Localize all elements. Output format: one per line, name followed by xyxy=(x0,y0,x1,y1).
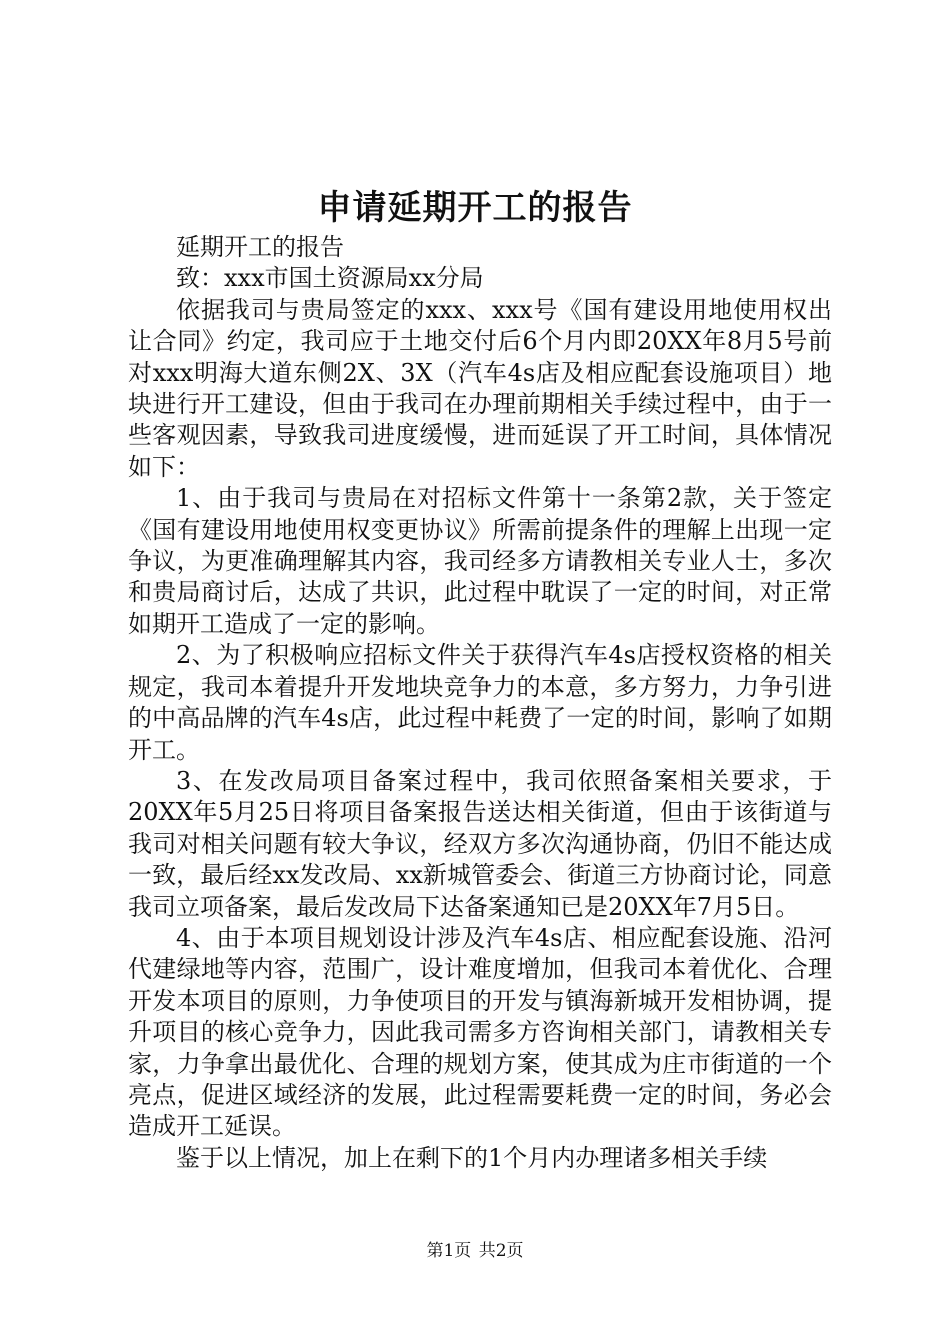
reason-1-paragraph: 1、由于我司与贵局在对招标文件第十一条第2款，关于签定《国有建设用地使用权变更协议》所需前提条件的理解上出现一定争议，为更准确理解其内容，我司经多方请教相关专业人士，多次和贵局商讨后，达成了共识，此过程中耽误了一定的时间，对正常如期开工造成了一定的影响。 xyxy=(128,484,832,638)
reason-3-paragraph: 3、在发改局项目备案过程中，我司依照备案相关要求，于20XX年5月25日将项目备案报告送达相关街道，但由于该街道与我司对相关问题有较大争议，经双方多次沟通协商，仍旧不能达成一致，最后经xx发改局、xx新城管委会、街道三方协商讨论，同意我司立项备案，最后发改局下达备案通知已是20XX年7月5日。 xyxy=(128,766,832,921)
page-number-footer: 第1页 共2页 xyxy=(426,1241,524,1261)
document-body xyxy=(128,232,832,1174)
intro-paragraph: 依据我司与贵局签定的xxx、xxx号《国有建设用地使用权出让合同》约定，我司应于土地交付后6个月内即20XX年8月5号前对xxx明海大道东侧2X、3X（汽车4s店及相应配套设施项目）地块进行开工建设，但由于我司在办理前期相关手续过程中，由于一些客观因素，导致我司进度缓慢，进而延误了开工时间，具体情况如下： xyxy=(128,295,832,481)
addressee-paragraph: 致：xxx市国土资源局xx分局 xyxy=(176,264,484,293)
reason-4-paragraph: 4、由于本项目规划设计涉及汽车4s店、相应配套设施、沿河代建绿地等内容，范围广，设计难度增加，但我司本着优化、合理开发本项目的原则，力争使项目的开发与镇海新城开发相协调，提升项目的核心竞争力，因此我司需多方咨询相关部门，请教相关专家，力争拿出最优化、合理的规划方案，使其成为庄市街道的一个亮点，促进区域经济的发展，此过程需要耗费一定的时间，务必会造成开工延误。 xyxy=(128,923,832,1141)
subtitle-paragraph: 延期开工的报告 xyxy=(176,233,344,261)
conclusion-paragraph: 鉴于以上情况，加上在剩下的1个月内办理诸多相关手续 xyxy=(176,1143,768,1172)
reason-2-paragraph: 2、为了积极响应招标文件关于获得汽车4s店授权资格的相关规定，我司本着提升开发地块竞争力的本意，多方努力，力争引进的中高品牌的汽车4s店，此过程中耗费了一定的时间，影响了如期开工。 xyxy=(128,641,832,764)
document-title: 申请延期开工的报告 xyxy=(317,188,633,228)
